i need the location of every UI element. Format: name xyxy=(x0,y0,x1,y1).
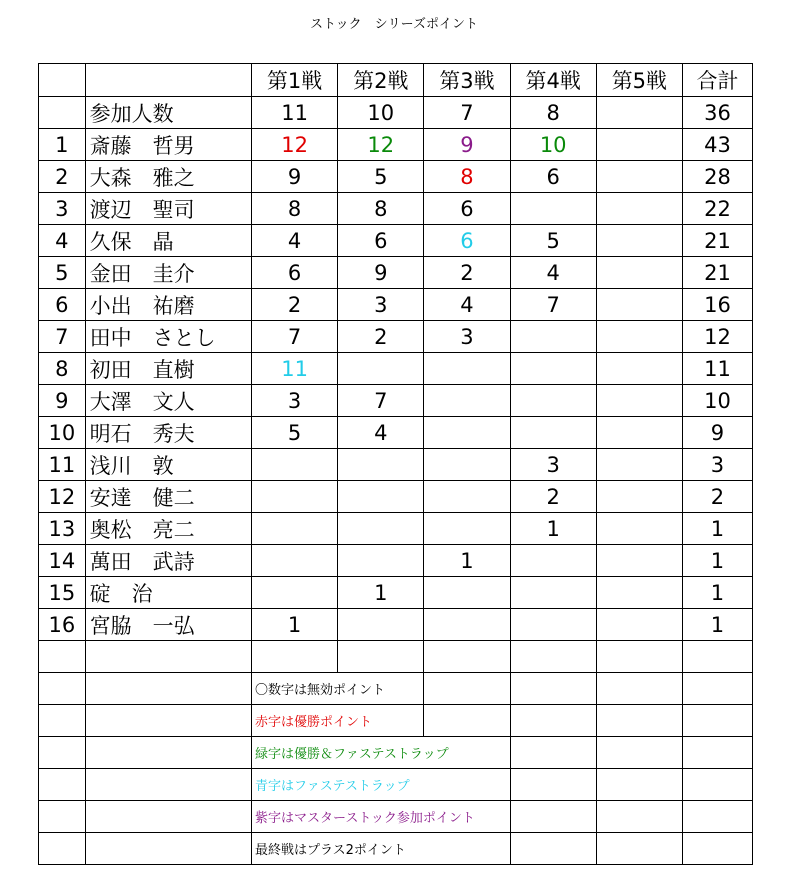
participants-count: 8 xyxy=(510,97,596,129)
legend-row xyxy=(39,769,753,801)
header-blank-cell xyxy=(39,64,86,97)
score-cell xyxy=(596,161,682,193)
score-cell xyxy=(251,481,337,513)
score-cell xyxy=(338,545,424,577)
blank-cell xyxy=(596,705,682,737)
participants-count: 11 xyxy=(251,97,337,129)
score-cell: 4 xyxy=(338,417,424,449)
score-cell xyxy=(596,417,682,449)
score-cell: 7 xyxy=(338,385,424,417)
score-cell: 2 xyxy=(251,289,337,321)
score-cell xyxy=(338,353,424,385)
participants-count: 36 xyxy=(682,97,752,129)
score-cell: 1 xyxy=(251,609,337,641)
score-cell: 3 xyxy=(510,449,596,481)
participants-label: 参加人数 xyxy=(85,97,251,129)
total-cell: 3 xyxy=(682,449,752,481)
blank-cell xyxy=(39,705,86,737)
blank-cell xyxy=(85,737,251,769)
header-cell: 第1戦 xyxy=(251,64,337,97)
score-cell: 10 xyxy=(510,129,596,161)
legend-note: 赤字は優勝ポイント xyxy=(251,705,423,737)
score-cell: 9 xyxy=(251,161,337,193)
driver-name: 明石 秀夫 xyxy=(85,417,251,449)
score-cell xyxy=(510,193,596,225)
total-cell: 1 xyxy=(682,609,752,641)
score-cell xyxy=(596,289,682,321)
score-cell: 6 xyxy=(338,225,424,257)
rank-cell: 9 xyxy=(39,385,86,417)
table-row xyxy=(39,481,753,513)
rank-cell: 14 xyxy=(39,545,86,577)
score-cell: 3 xyxy=(251,385,337,417)
participants-count: 10 xyxy=(338,97,424,129)
rank-cell: 1 xyxy=(39,129,86,161)
table-row xyxy=(39,321,753,353)
blank-cell xyxy=(338,641,424,673)
blank-cell xyxy=(424,705,510,737)
score-cell xyxy=(338,513,424,545)
score-cell xyxy=(510,577,596,609)
rank-cell: 4 xyxy=(39,225,86,257)
driver-name: 萬田 武詩 xyxy=(85,545,251,577)
total-cell: 43 xyxy=(682,129,752,161)
header-cell: 合計 xyxy=(682,64,752,97)
total-cell: 1 xyxy=(682,545,752,577)
blank-cell xyxy=(424,641,510,673)
legend-note: 〇数字は無効ポイント xyxy=(251,673,423,705)
blank-cell xyxy=(510,641,596,673)
score-cell: 7 xyxy=(510,289,596,321)
blank-cell xyxy=(85,833,251,865)
rank-cell: 15 xyxy=(39,577,86,609)
legend-note: 紫字はマスターストック参加ポイント xyxy=(251,801,510,833)
legend-note: 緑字は優勝＆ファステストラップ xyxy=(251,737,510,769)
score-cell: 2 xyxy=(510,481,596,513)
score-cell: 5 xyxy=(338,161,424,193)
legend-note: 最終戦はプラス2ポイント xyxy=(251,833,510,865)
score-cell: 6 xyxy=(251,257,337,289)
total-cell: 1 xyxy=(682,577,752,609)
blank-cell xyxy=(39,801,86,833)
total-cell: 1 xyxy=(682,513,752,545)
blank-cell xyxy=(510,705,596,737)
score-cell: 1 xyxy=(338,577,424,609)
driver-name: 初田 直樹 xyxy=(85,353,251,385)
driver-name: 宮脇 一弘 xyxy=(85,609,251,641)
participants-count: 7 xyxy=(424,97,510,129)
score-cell xyxy=(338,481,424,513)
score-cell: 11 xyxy=(251,353,337,385)
table-row xyxy=(39,609,753,641)
score-cell: 6 xyxy=(424,193,510,225)
blank-row xyxy=(39,641,753,673)
blank-cell xyxy=(39,673,86,705)
driver-name: 安達 健二 xyxy=(85,481,251,513)
rank-cell xyxy=(39,97,86,129)
blank-cell xyxy=(596,737,682,769)
header-row xyxy=(39,64,753,97)
score-cell: 1 xyxy=(510,513,596,545)
score-cell xyxy=(510,385,596,417)
blank-cell xyxy=(85,801,251,833)
rank-cell: 16 xyxy=(39,609,86,641)
score-cell xyxy=(596,545,682,577)
header-blank-cell xyxy=(85,64,251,97)
table-row xyxy=(39,385,753,417)
score-cell xyxy=(424,513,510,545)
rank-cell: 5 xyxy=(39,257,86,289)
score-cell xyxy=(596,321,682,353)
blank-cell xyxy=(682,833,752,865)
score-cell xyxy=(510,545,596,577)
driver-name: 斎藤 哲男 xyxy=(85,129,251,161)
score-cell xyxy=(424,449,510,481)
total-cell: 11 xyxy=(682,353,752,385)
blank-cell xyxy=(510,673,596,705)
score-cell xyxy=(338,609,424,641)
driver-name: 金田 圭介 xyxy=(85,257,251,289)
participants-row xyxy=(39,97,753,129)
rank-cell: 8 xyxy=(39,353,86,385)
blank-cell xyxy=(85,641,251,673)
score-cell xyxy=(424,481,510,513)
table-row xyxy=(39,545,753,577)
blank-cell xyxy=(39,833,86,865)
score-cell xyxy=(424,417,510,449)
table-row xyxy=(39,513,753,545)
driver-name: 浅川 敦 xyxy=(85,449,251,481)
legend-note: 青字はファステストラップ xyxy=(251,769,510,801)
blank-cell xyxy=(424,673,510,705)
score-cell: 6 xyxy=(424,225,510,257)
score-cell xyxy=(424,353,510,385)
total-cell: 28 xyxy=(682,161,752,193)
driver-name: 大森 雅之 xyxy=(85,161,251,193)
total-cell: 10 xyxy=(682,385,752,417)
score-cell xyxy=(596,385,682,417)
legend-row xyxy=(39,737,753,769)
score-cell: 7 xyxy=(251,321,337,353)
rank-cell: 12 xyxy=(39,481,86,513)
rank-cell: 11 xyxy=(39,449,86,481)
blank-cell xyxy=(682,737,752,769)
score-cell xyxy=(510,417,596,449)
score-cell xyxy=(596,353,682,385)
score-cell: 2 xyxy=(338,321,424,353)
total-cell: 22 xyxy=(682,193,752,225)
score-cell: 12 xyxy=(251,129,337,161)
total-cell: 16 xyxy=(682,289,752,321)
blank-cell xyxy=(510,833,596,865)
blank-cell xyxy=(510,801,596,833)
score-cell: 4 xyxy=(510,257,596,289)
score-cell xyxy=(596,193,682,225)
table-row xyxy=(39,577,753,609)
blank-cell xyxy=(682,705,752,737)
score-cell xyxy=(596,577,682,609)
score-cell xyxy=(596,449,682,481)
score-cell xyxy=(596,129,682,161)
score-cell: 9 xyxy=(424,129,510,161)
table-row xyxy=(39,193,753,225)
table-row xyxy=(39,353,753,385)
score-cell: 8 xyxy=(424,161,510,193)
legend-row xyxy=(39,673,753,705)
blank-cell xyxy=(85,673,251,705)
blank-cell xyxy=(39,769,86,801)
rank-cell: 7 xyxy=(39,321,86,353)
blank-cell xyxy=(682,673,752,705)
table-row xyxy=(39,449,753,481)
points-table xyxy=(38,63,753,865)
rank-cell: 3 xyxy=(39,193,86,225)
score-cell: 4 xyxy=(424,289,510,321)
blank-cell xyxy=(510,769,596,801)
total-cell: 21 xyxy=(682,225,752,257)
blank-cell xyxy=(85,705,251,737)
score-cell: 5 xyxy=(510,225,596,257)
blank-cell xyxy=(596,673,682,705)
score-cell xyxy=(596,257,682,289)
blank-cell xyxy=(39,641,86,673)
header-cell: 第3戦 xyxy=(424,64,510,97)
header-cell: 第5戦 xyxy=(596,64,682,97)
score-cell xyxy=(596,225,682,257)
blank-cell xyxy=(682,641,752,673)
header-cell: 第4戦 xyxy=(510,64,596,97)
driver-name: 大澤 文人 xyxy=(85,385,251,417)
score-cell: 8 xyxy=(251,193,337,225)
total-cell: 12 xyxy=(682,321,752,353)
blank-cell xyxy=(251,641,337,673)
total-cell: 2 xyxy=(682,481,752,513)
score-cell: 1 xyxy=(424,545,510,577)
score-cell xyxy=(596,481,682,513)
rank-cell: 2 xyxy=(39,161,86,193)
score-cell xyxy=(338,449,424,481)
header-cell: 第2戦 xyxy=(338,64,424,97)
score-cell: 3 xyxy=(424,321,510,353)
participants-count xyxy=(596,97,682,129)
score-cell xyxy=(251,577,337,609)
score-cell xyxy=(424,577,510,609)
blank-cell xyxy=(682,769,752,801)
driver-name: 田中 さとし xyxy=(85,321,251,353)
score-cell: 9 xyxy=(338,257,424,289)
score-cell xyxy=(424,385,510,417)
rank-cell: 10 xyxy=(39,417,86,449)
score-cell: 5 xyxy=(251,417,337,449)
blank-cell xyxy=(39,737,86,769)
blank-cell xyxy=(596,641,682,673)
score-cell xyxy=(424,609,510,641)
driver-name: 碇 治 xyxy=(85,577,251,609)
legend-row xyxy=(39,801,753,833)
score-cell xyxy=(596,609,682,641)
score-cell: 2 xyxy=(424,257,510,289)
score-cell xyxy=(510,321,596,353)
score-cell xyxy=(510,609,596,641)
page-title: ストック シリーズポイント xyxy=(310,17,478,32)
score-cell xyxy=(251,513,337,545)
total-cell: 21 xyxy=(682,257,752,289)
blank-cell xyxy=(682,801,752,833)
score-cell xyxy=(251,545,337,577)
driver-name: 奥松 亮二 xyxy=(85,513,251,545)
table-row xyxy=(39,257,753,289)
score-cell: 4 xyxy=(251,225,337,257)
score-cell xyxy=(251,449,337,481)
driver-name: 小出 祐磨 xyxy=(85,289,251,321)
legend-row xyxy=(39,705,753,737)
blank-cell xyxy=(596,833,682,865)
score-cell: 8 xyxy=(338,193,424,225)
blank-cell xyxy=(596,801,682,833)
rank-cell: 6 xyxy=(39,289,86,321)
total-cell: 9 xyxy=(682,417,752,449)
blank-cell xyxy=(596,769,682,801)
table-row xyxy=(39,289,753,321)
score-cell: 12 xyxy=(338,129,424,161)
score-cell: 3 xyxy=(338,289,424,321)
rank-cell: 13 xyxy=(39,513,86,545)
score-cell: 6 xyxy=(510,161,596,193)
driver-name: 久保 晶 xyxy=(85,225,251,257)
blank-cell xyxy=(510,737,596,769)
driver-name: 渡辺 聖司 xyxy=(85,193,251,225)
table-row xyxy=(39,161,753,193)
score-cell xyxy=(510,353,596,385)
table-row xyxy=(39,129,753,161)
blank-cell xyxy=(85,769,251,801)
table-row xyxy=(39,417,753,449)
score-cell xyxy=(596,513,682,545)
table-row xyxy=(39,225,753,257)
legend-row xyxy=(39,833,753,865)
